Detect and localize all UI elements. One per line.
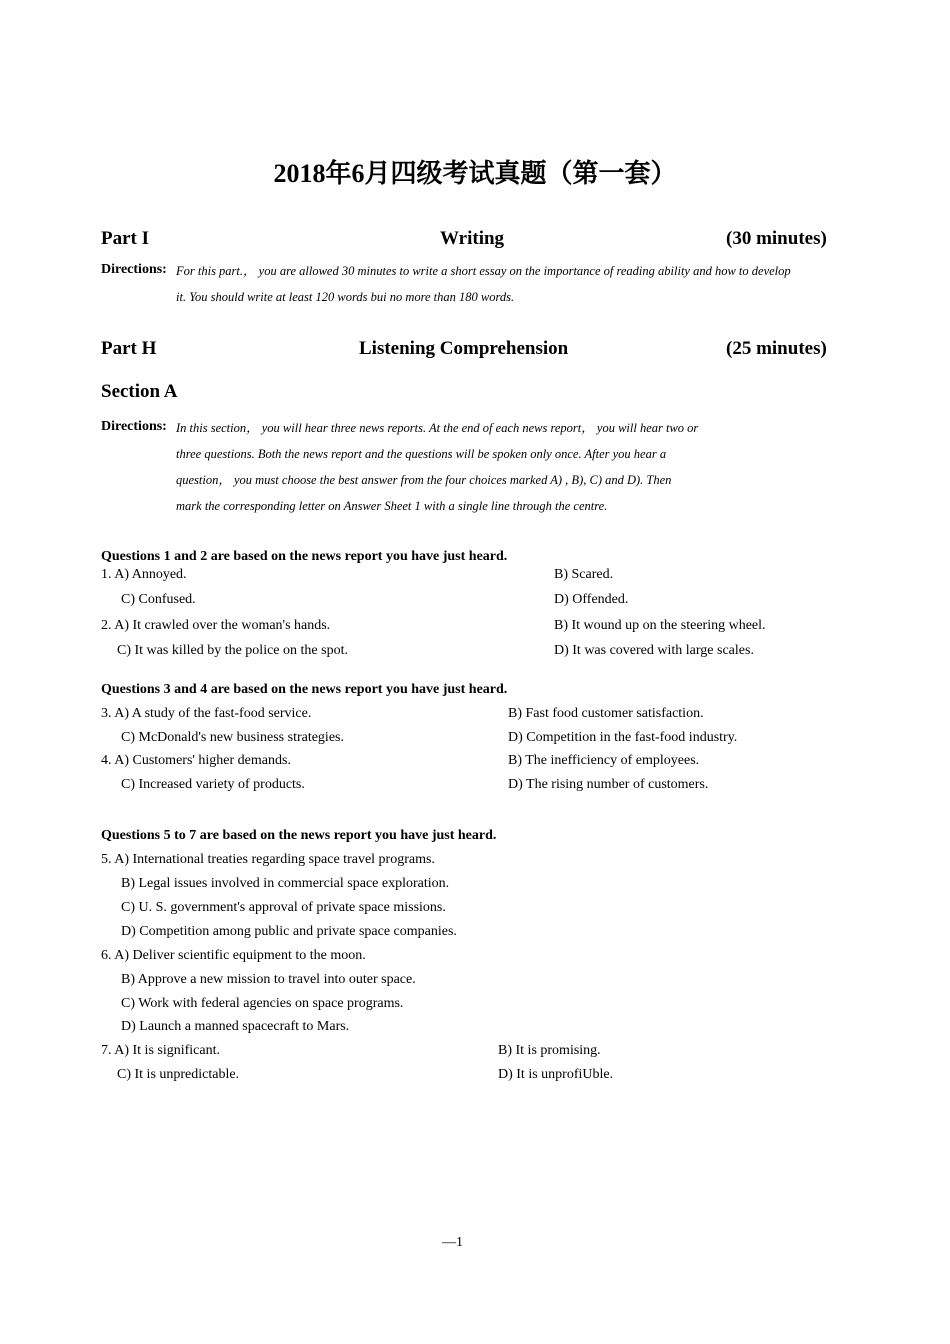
question-option: 3. A) A study of the fast-food service. — [101, 706, 312, 721]
question-option: 7. A) It is significant. — [101, 1043, 220, 1058]
part2-directions-line: three questions. Both the news report and the questions will be spoken only once. After you hear a — [176, 447, 667, 461]
part2-directions-line: question， you must choose the best answer from the four choices marked A) , B), C) and D). Then — [176, 473, 672, 487]
question-option: 6. A) Deliver scientific equipment to the moon. — [101, 948, 366, 963]
part1-directions-line: For this part.， you are allowed 30 minutes to write a short essay on the importance of reading ability and how to develop — [176, 264, 791, 278]
question-option: B) Legal issues involved in commercial space exploration. — [121, 876, 450, 891]
question-option: D) It was covered with large scales. — [554, 643, 754, 658]
part2-label: Part H — [101, 338, 157, 359]
question-option: C) Confused. — [121, 592, 196, 607]
question-option: B) The inefficiency of employees. — [508, 753, 700, 768]
question-option: D) Competition in the fast-food industry. — [508, 730, 738, 745]
question-option: B) Scared. — [554, 567, 614, 582]
question-option: C) Work with federal agencies on space programs. — [121, 996, 404, 1011]
group3-heading: Questions 5 to 7 are based on the news report you have just heard. — [101, 828, 497, 843]
part1-label: Part I — [101, 228, 150, 249]
part1-time: (30 minutes) — [726, 228, 827, 249]
question-option: B) It wound up on the steering wheel. — [554, 618, 766, 633]
question-option: D) It is unprofiUble. — [498, 1067, 614, 1082]
question-option: C) U. S. government's approval of private space missions. — [121, 900, 446, 915]
question-option: B) It is promising. — [498, 1043, 601, 1058]
part2-directions-line: In this section， you will hear three news reports. At the end of each news report， you will hear two or — [176, 421, 699, 435]
question-option: 1. A) Annoyed. — [101, 567, 187, 582]
group1-heading: Questions 1 and 2 are based on the news report you have just heard. — [101, 549, 508, 564]
group2-heading: Questions 3 and 4 are based on the news report you have just heard. — [101, 682, 508, 697]
section-a-heading: Section A — [101, 381, 178, 402]
question-option: D) Launch a manned spacecraft to Mars. — [121, 1019, 350, 1034]
question-option: C) McDonald's new business strategies. — [121, 730, 344, 745]
question-option: 2. A) It crawled over the woman's hands. — [101, 618, 331, 633]
question-option: D) Competition among public and private space companies. — [121, 924, 457, 939]
question-option: B) Fast food customer satisfaction. — [508, 706, 704, 721]
part2-time: (25 minutes) — [726, 338, 827, 359]
question-option: C) Increased variety of products. — [121, 777, 305, 792]
part1-name: Writing — [440, 228, 505, 249]
question-option: 5. A) International treaties regarding space travel programs. — [101, 852, 435, 867]
question-option: C) It was killed by the police on the spot. — [117, 643, 348, 658]
part1-directions-label: Directions: — [101, 262, 167, 277]
question-option: 4. A) Customers' higher demands. — [101, 753, 291, 768]
question-option: D) The rising number of customers. — [508, 777, 709, 792]
question-option: D) Offended. — [554, 592, 629, 607]
part1-directions-line: it. You should write at least 120 words bui no more than 180 words. — [176, 290, 515, 304]
page-number: —1 — [442, 1235, 463, 1250]
question-option: C) It is unpredictable. — [117, 1067, 240, 1082]
part2-directions-label: Directions: — [101, 419, 167, 434]
part2-directions-line: mark the corresponding letter on Answer Sheet 1 with a single line through the centre. — [176, 499, 608, 513]
question-option: B) Approve a new mission to travel into outer space. — [121, 972, 416, 987]
page-title: 2018年6月四级考试真题（第一套） — [273, 159, 677, 188]
part2-name: Listening Comprehension — [359, 338, 569, 359]
